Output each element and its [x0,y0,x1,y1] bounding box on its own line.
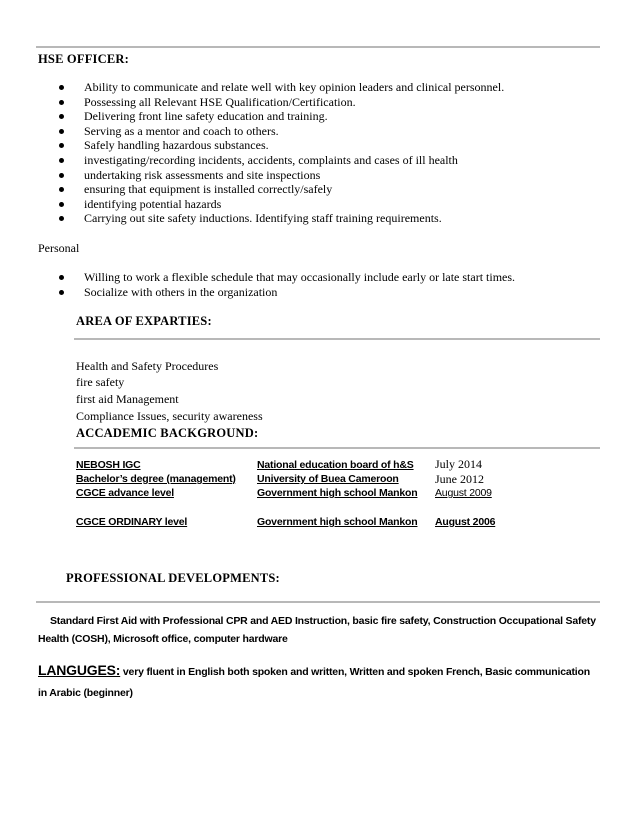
list-item: ensuring that equipment is installed correctly/safely [59,182,504,197]
list-item: Ability to communicate and relate well with key opinion leaders and clinical personnel. [59,80,504,95]
list-item: Delivering front line safety education and training. [59,109,504,124]
academic-date: August 2009 [435,487,492,499]
academic-date: July 2014 [435,457,483,471]
languages-text: very fluent in English both spoken and written, Written and spoken French, Basic communication in Arabic (beginner) [38,666,590,699]
hse-officer-heading: HSE OFFICER: [38,52,129,66]
list-item: Socialize with others in the organization [59,285,515,300]
expertise-item: fire safety [76,375,125,389]
academic-qualification: Bachelor’s degree (management) [76,473,236,485]
list-item: Serving as a mentor and coach to others. [59,124,504,139]
list-item: Carrying out site safety inductions. Identifying staff training requirements. [59,211,504,226]
bullet-icon [59,114,64,119]
academic-date: August 2006 [435,516,496,528]
bullet-icon [59,187,64,192]
professional-text: Standard First Aid with Professional CPR and AED Instruction, basic fire safety, Construction Occupational Safety Health (COSH), Microsoft office, computer hardware [38,615,596,645]
academic-heading: ACCADEMIC BACKGROUND: [76,426,259,440]
list-item: Safely handling hazardous substances. [59,138,504,153]
list-item: identifying potential hazards [59,197,504,212]
expertise-item: Health and Safety Procedures [76,359,219,373]
bullet-icon [59,143,64,148]
bullet-icon [59,129,64,134]
list-item: undertaking risk assessments and site inspections [59,168,504,183]
professional-divider [36,601,600,603]
expertise-divider [74,338,600,340]
academic-institution: Government high school Mankon [257,487,418,499]
expertise-item: Compliance Issues, security awareness [76,409,263,423]
bullet-icon [59,202,64,207]
list-item: investigating/recording incidents, accidents, complaints and cases of ill health [59,153,504,168]
expertise-item: first aid Management [76,392,179,406]
list-item: Possessing all Relevant HSE Qualification/Certification. [59,95,504,110]
list-item: Willing to work a flexible schedule that may occasionally include early or late start times. [59,270,515,285]
languages-section [38,660,598,704]
expertise-heading: AREA OF EXPARTIES: [76,314,212,328]
personal-heading: Personal [38,241,80,255]
bullet-icon [59,290,64,295]
academic-qualification: CGCE ORDINARY level [76,516,188,528]
bullet-icon [59,275,64,280]
academic-qualification: CGCE advance level [76,487,174,499]
bullet-icon [59,216,64,221]
bullet-icon [59,158,64,163]
personal-list [59,270,515,299]
academic-qualification: NEBOSH IGC [76,459,141,471]
professional-heading: PROFESSIONAL DEVELOPMENTS: [66,571,280,585]
academic-divider [74,447,600,449]
bullet-icon [59,100,64,105]
bullet-icon [59,85,64,90]
academic-date: June 2012 [435,472,484,486]
top-divider [36,46,600,48]
academic-institution: National education board of h&S [257,459,414,471]
languages-label: LANGUGES: [38,662,121,678]
bullet-icon [59,173,64,178]
hse-duties-list [59,80,504,226]
academic-institution: University of Buea Cameroon [257,473,399,485]
academic-institution: Government high school Mankon [257,516,418,528]
